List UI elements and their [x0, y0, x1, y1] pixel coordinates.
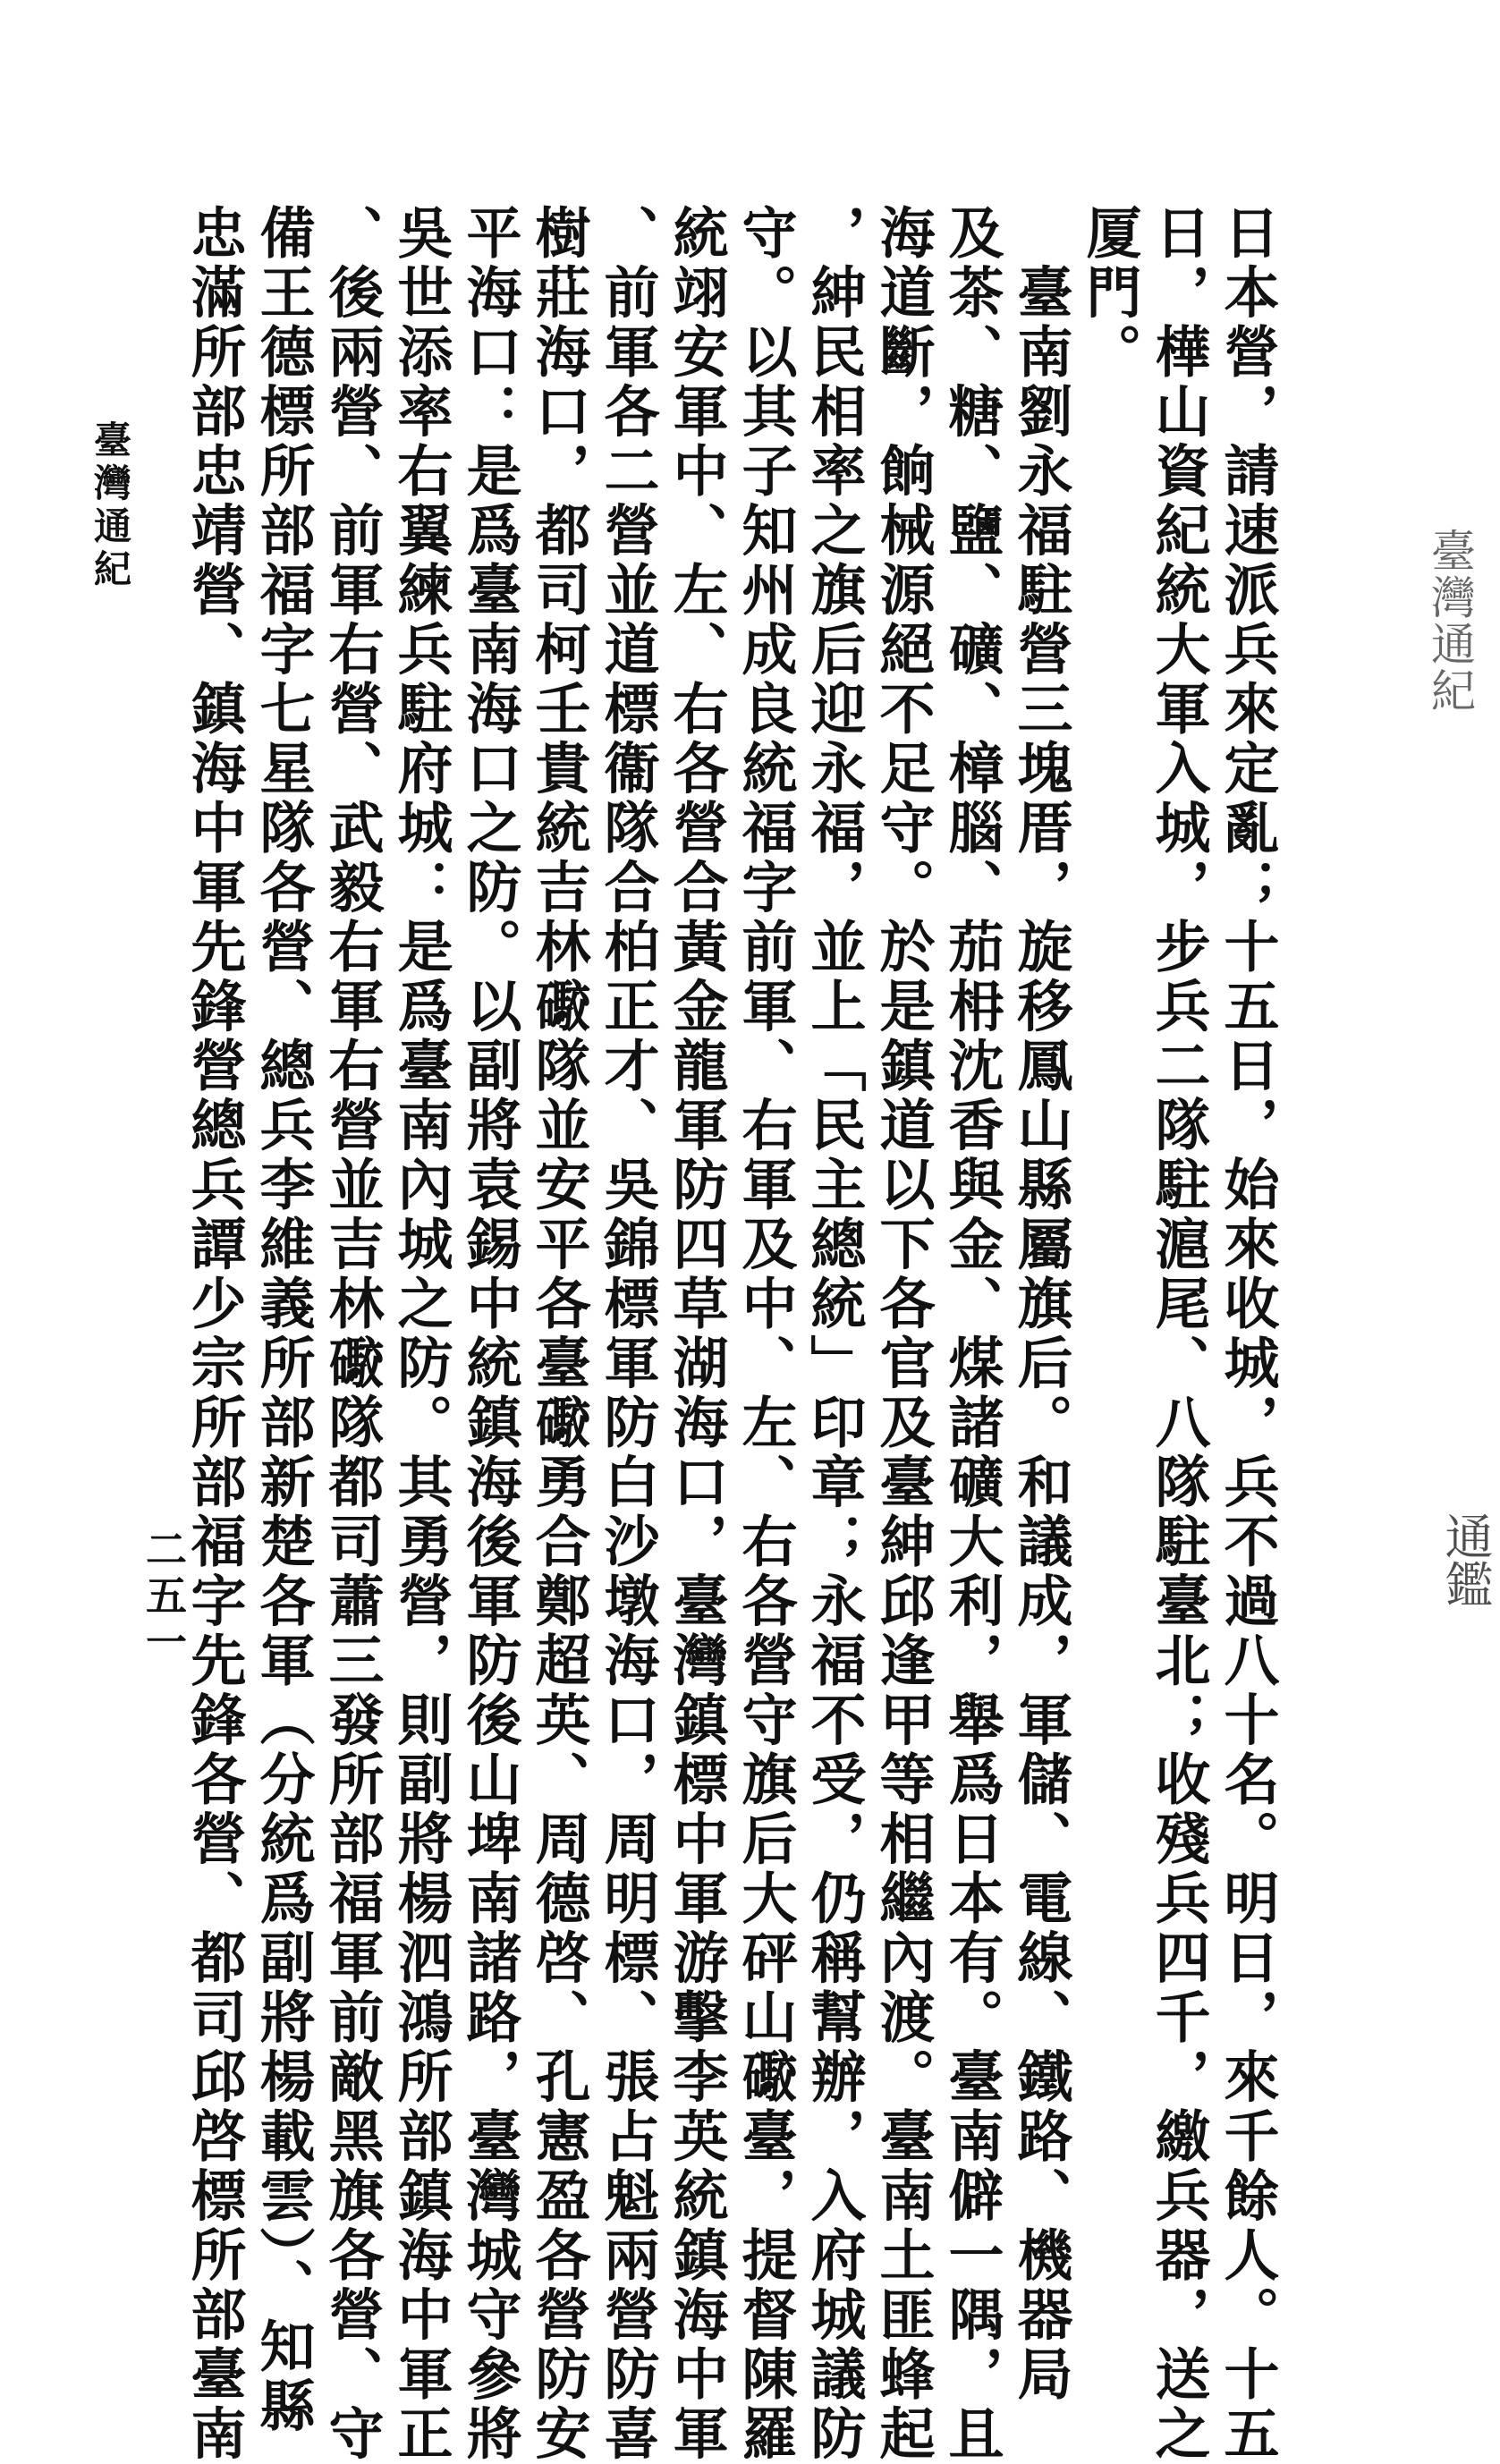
text-column-4: 臺南劉永福駐營三塊厝，旋移鳳山縣屬旗后。和議成，軍儲、電線、鐵路、機器局: [1008, 204, 1073, 2405]
text-column-1: 日本營，請速派兵來定亂；十五日，始來收城，兵不過八十名。明日，來千餘人。十五: [1215, 204, 1280, 2464]
text-column-12: 平海口：是爲臺南海口之防。以副將袁錫中統鎮海後軍防後山埤南諸路，臺灣城守參將: [457, 204, 522, 2464]
text-column-7: ，紳民相率之旗后迎永福，並上「民主總統」印章；永福不受，仍稱幫辦，入府城議防: [801, 204, 867, 2464]
page-number: 二五一: [140, 1528, 188, 1667]
text-column-3: 厦門。: [1077, 204, 1142, 383]
margin-fragment-top: 臺灣通紀: [1424, 528, 1476, 714]
text-column-10: 、前軍各二營並道標衞隊合柏正才、吳錦標軍防白沙墩海口，周明標、張占魁兩營防喜: [595, 204, 660, 2464]
text-column-16: 忠滿所部忠靖營、鎮海中軍先鋒營總兵譚少宗所部福字先鋒各營、都司邱啓標所部臺南: [182, 204, 247, 2464]
text-column-13: 吳世添率右翼練兵駐府城：是爲臺南內城之防。其勇營，則副將楊泗鴻所部鎮海中軍正: [388, 204, 453, 2464]
margin-fragment-right: 通鑑: [1437, 1511, 1494, 1608]
text-column-15: 備王德標所部福字七星隊各營、總兵李維義所部新楚各軍（分統爲副將楊載雲）、知縣: [250, 204, 316, 2436]
text-column-5: 及茶、糖、鹽、礦、樟腦、茄枏沈香與金、煤諸礦大利，舉爲日本有。臺南僻一隅，且: [939, 204, 1004, 2464]
text-column-11: 樹莊海口，都司柯壬貴統吉林礮隊並安平各臺礮勇合鄭超英、周德啓、孔憲盈各營防安: [526, 204, 591, 2464]
text-column-9: 統翊安軍中、左、右各營合黃金龍軍防四草湖海口，臺灣鎮標中軍游擊李英統鎮海中軍: [664, 204, 729, 2464]
running-title: 臺灣通紀: [89, 420, 132, 592]
text-column-8: 守。以其子知州成良統福字前軍、右軍及中、左、右各營守旗后大砰山礮臺，提督陳羅: [733, 204, 798, 2464]
text-column-2: 日，樺山資紀統大軍入城，步兵二隊駐滬尾、八隊駐臺北；收殘兵四千，繳兵器，送之: [1146, 204, 1211, 2464]
text-column-14: 、後兩營、前軍右營、武毅右軍右營並吉林礮隊都司蕭三發所部福軍前敵黑旗各營、守: [319, 204, 385, 2464]
text-column-6: 海道斷，餉械源絕不足守。於是鎮道以下各官及臺紳邱逢甲等相繼內渡。臺南土匪蜂起: [870, 204, 936, 2464]
